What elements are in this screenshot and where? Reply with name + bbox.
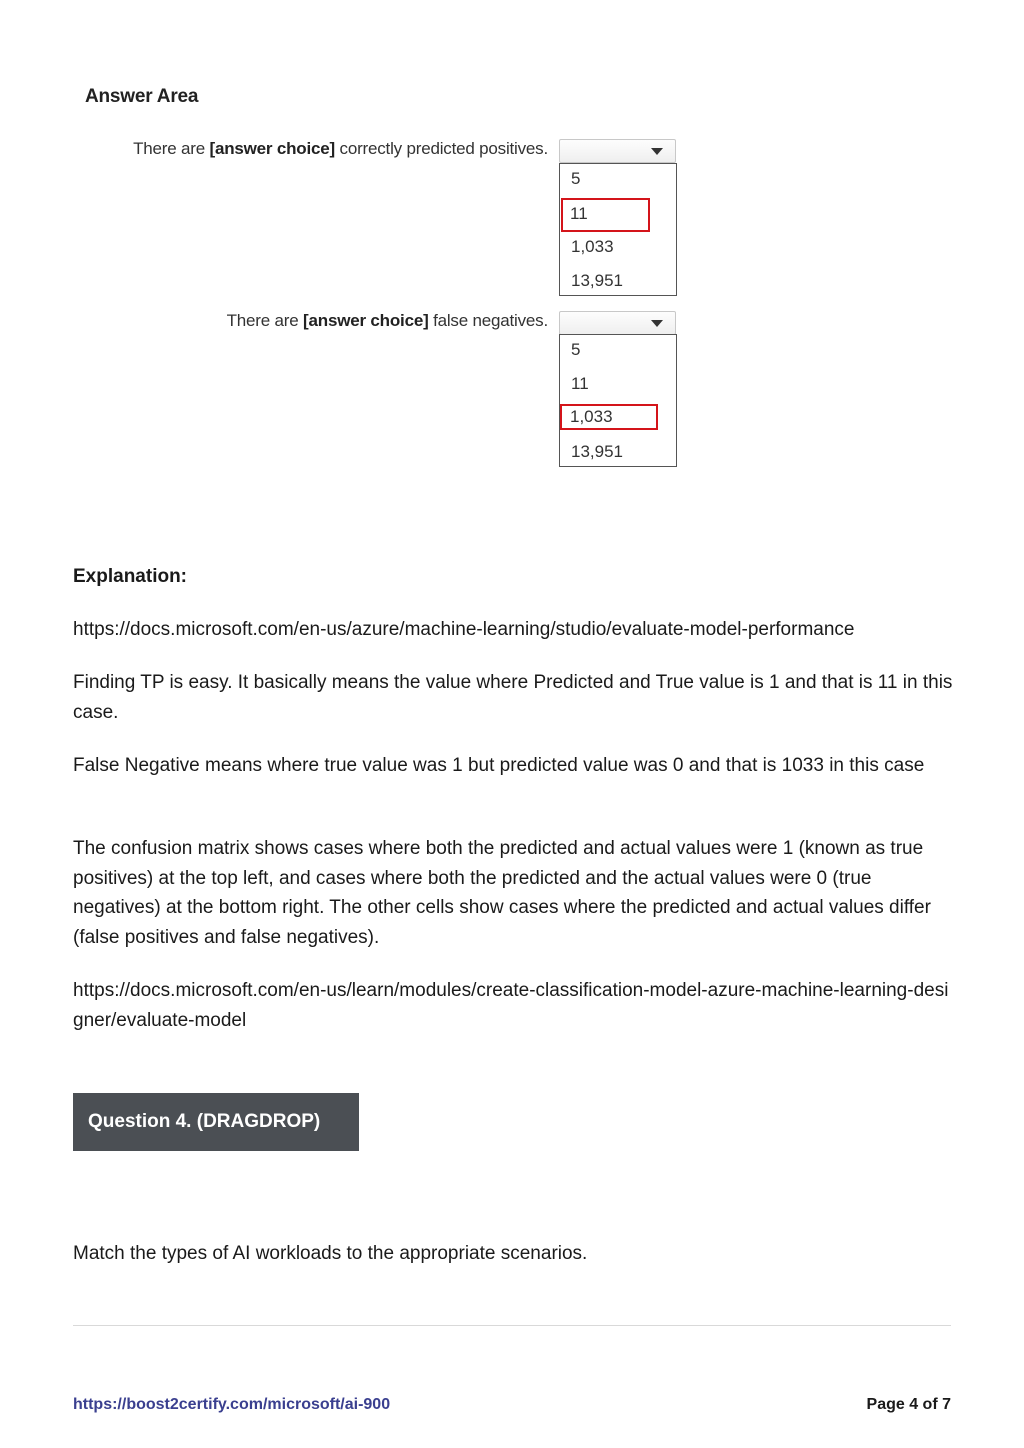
q2-choice: [answer choice] [303,311,429,330]
q1-suffix: correctly predicted positives. [335,139,548,158]
question-line-false-negatives [227,311,548,331]
page-number: Page 4 of 7 [866,1396,951,1413]
dropdown-list-positives [559,163,677,296]
explanation-heading: Explanation: [73,566,188,587]
explanation-link-evaluate-model: https://docs.microsoft.com/en-us/learn/modules/create-classification-model-azure-machine-learning-designer/evaluate-model [73,980,949,1031]
option-11-selected[interactable]: 11 [563,200,648,230]
dropdown-positives[interactable] [559,139,676,163]
answer-area-title: Answer Area [85,86,199,107]
answer-area-image [0,0,1024,480]
explanation-link-evaluate-model-performance: https://docs.microsoft.com/en-us/azure/machine-learning/studio/evaluate-model-performance [73,619,855,640]
question-4-prompt: Match the types of AI workloads to the appropriate scenarios. [73,1243,588,1264]
q1-choice: [answer choice] [209,139,335,158]
question-4-banner: Question 4. (DRAGDROP) [73,1093,359,1151]
dropdown-false-negatives[interactable] [559,311,676,335]
q2-prefix: There are [226,311,304,330]
explanation-paragraph-fn: False Negative means where true value was 1 but predicted value was 0 and that is 1033 in this case [73,755,925,776]
q1-prefix: There are [133,139,210,158]
chevron-down-icon[interactable] [639,140,675,162]
option-13951[interactable]: 13,951 [571,271,623,290]
option-5[interactable]: 5 [571,340,581,359]
footer-divider [73,1325,951,1326]
explanation-paragraph-confusion-matrix: The confusion matrix shows cases where both the predicted and actual values were 1 (known as true positives) at the top left, and cases where both the predicted and the actual values were 0 (true negatives) at the bottom right. The other cells show cases where the predicted and actual values differ (false positives and false negatives). [73,838,931,948]
option-1033[interactable]: 1,033 [571,237,614,256]
question-line-positives [133,139,548,159]
footer-link[interactable]: https://boost2certify.com/microsoft/ai-900 [73,1396,391,1413]
option-13951[interactable]: 13,951 [571,442,623,461]
explanation-paragraph-tp: Finding TP is easy. It basically means the value where Predicted and True value is 1 and that is 11 in this case. [73,672,953,723]
option-5[interactable]: 5 [571,169,581,188]
option-11[interactable]: 11 [571,374,589,393]
option-1033-selected[interactable]: 1,033 [562,406,656,428]
dropdown-list-false-negatives [559,334,677,467]
chevron-down-icon[interactable] [639,312,675,334]
q2-suffix: false negatives. [428,311,548,330]
